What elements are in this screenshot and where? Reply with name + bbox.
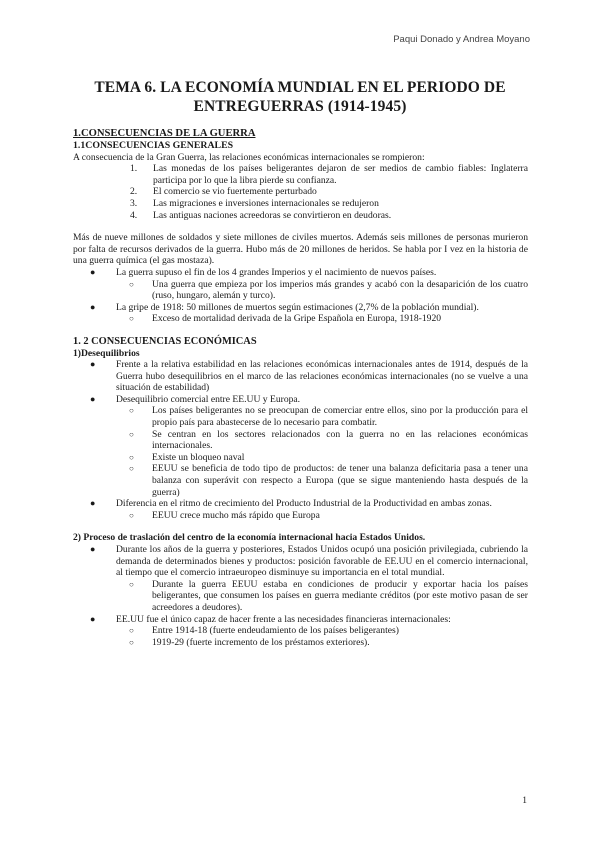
bullet-icon: ● [90,613,96,624]
document-body [73,128,528,648]
circle-bullet-icon: ○ [129,626,134,636]
bullet-icon: ● [90,498,96,509]
circle-bullet-icon: ○ [129,429,134,439]
casualties-paragraph: Más de nueve millones de soldados y siete millones de civiles muertos. Además seis millones de personas murieron por falta de recursos derivados de la guerra. Hubo más de 20 millones de heridos. Se habla por I vez en la historia de una guerra química (el gas mostaza). [73,232,528,267]
bullet-icon: ● [90,544,96,554]
list-item: ● La gripe de 1918: 50 millones de muertos según estimaciones (2,7% de la población mundial). [90,301,479,313]
subsection-heading-generales: 1.1CONSECUENCIAS GENERALES [73,140,234,151]
subsection-heading-traslacion: 2) Proceso de traslación del centro de la economía internacional hacia Estados Unidos. [73,532,426,544]
list-item: 4. Las antiguas naciones acreedoras se convirtieron en deudoras. [130,209,392,221]
list-item: ● Frente a la relativa estabilidad en las relaciones económicas internacionales antes de 1914, después de la Guerra hubo desequilibrios en el marco de las relaciones económicas internacionales (no se vuelve a una situación de estabilidad) [90,359,528,394]
intro-paragraph: A consecuencia de la Gran Guerra, las relaciones económicas internacionales se rompieron: [73,151,425,163]
section-heading-economicas: 1. 2 CONSECUENCIAS ECONÓMICAS [73,335,257,347]
list-item: ○ Se centran en los sectores relacionados con la guerra no en las relaciones económicas internacionales. [129,428,528,452]
circle-bullet-icon: ○ [129,279,134,289]
circle-bullet-icon: ○ [129,452,134,462]
circle-bullet-icon: ○ [129,314,134,324]
bullet-list-desequilibrios [73,359,528,521]
list-item: ○ Existe un bloqueo naval [129,451,245,463]
circle-bullet-icon: ○ [129,579,134,589]
list-item: ○ Durante la guerra EEUU estaba en condiciones de producir y exportar hacia los países beligerantes, que consumen los países en guerra mediante créditos (por este motivo pasan de ser acreedores a deudores). [129,578,528,613]
numbered-list [73,163,528,221]
circle-bullet-icon: ○ [129,406,134,416]
subsection-heading-desequilibrios: 1)Desequilibrios [73,347,140,359]
header-authors: Paqui Donado y Andrea Moyano [393,34,530,45]
list-item: ● Diferencia en el ritmo de crecimiento del Producto Industrial de la Productividad en ambas zonas. [90,498,492,510]
list-item: ● EE.UU fue el único capaz de hacer frente a las necesidades financieras internacionales: [90,613,451,625]
document-title: TEMA 6. LA ECONOMÍA MUNDIAL EN EL PERIODO DE ENTREGUERRAS (1914-1945) [94,79,506,115]
bullet-list-traslacion [73,544,528,648]
circle-bullet-icon: ○ [129,637,134,647]
bullet-icon: ● [90,359,96,370]
list-item: ● Desequilibrio comercial entre EE.UU y Europa. [90,393,301,405]
list-item: ○ EEUU se beneficia de todo tipo de productos: de tener una balanza deficitaria pasa a tener una balanza con superávit con respecto a Europa (que se sigue manteniendo hasta después de la guerra) [129,463,528,498]
bullet-list-consequences [73,267,528,325]
circle-bullet-icon: ○ [129,510,134,520]
list-item: ● Durante los años de la guerra y posteriores, Estados Unidos ocupó una posición privilegiada, cubriendo la demanda de determinados bienes y productos: posición favorable de EE.UU en el comercio internacional, al tiempo que el comercio intraeuropeo disminuye su importancia en el total mundial. [90,544,528,579]
list-item: ○ Exceso de mortalidad derivada de la Gripe Española en Europa, 1918-1920 [129,313,442,325]
list-item: ○ Los países beligerantes no se preocupan de comerciar entre ellos, sino por la producción para el propio país para abastecerse de lo necesario para combatir. [129,405,528,429]
list-item: ○ EEUU crece mucho más rápido que Europa [129,509,320,521]
page-number: 1 [522,796,527,806]
list-item: 2. El comercio se vio fuertemente perturbado [130,186,317,198]
bullet-icon: ● [90,266,96,277]
list-item: 3. Las migraciones e inversiones internacionales se redujeron [130,197,379,209]
bullet-icon: ● [90,393,96,404]
list-item: ○ Entre 1914-18 (fuerte endeudamiento de los países beligerantes) [129,625,399,637]
list-item: ● La guerra supuso el fin de los 4 grandes Imperios y el nacimiento de nuevos países. [90,266,437,278]
section-heading-consecuencias: 1.CONSECUENCIAS DE LA GUERRA [73,128,256,139]
list-item: 1. Las monedas de los países beligerantes dejaron de ser medios de cambio fiables: Inglaterra participa por lo que la libra pierde su confianza. [130,163,528,186]
circle-bullet-icon: ○ [129,464,134,474]
list-item: ○ Una guerra que empieza por los imperios más grandes y acabó con la desaparición de los cuatro (ruso, hungaro, alemán y turco). [129,278,528,302]
list-item: ○ 1919-29 (fuerte incremento de los préstamos exteriores). [129,636,370,648]
bullet-icon: ● [90,301,96,312]
